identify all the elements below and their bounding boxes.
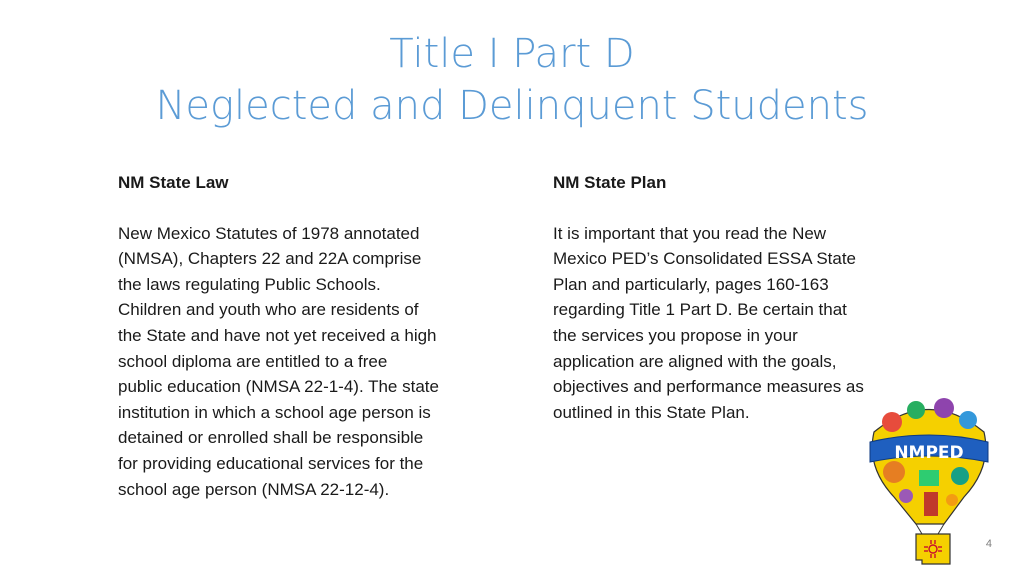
left-column [118,170,493,502]
slide-title [0,28,1024,132]
left-column-heading: NM State Law [118,173,229,192]
title-line-1: Title I Part D [389,31,635,77]
right-column-heading: NM State Plan [553,173,667,192]
left-column-body: New Mexico Statutes of 1978 annotated (NMSA), Chapters 22 and 22A comprise the laws regulating Public Schools. Children and youth who are residents of the State and have not yet received a high school diploma are entitled to a free public education (NMSA 22-1-4). The state institution in which a school age person is detained or enrolled shall be responsible for providing educational services for the school age person (NMSA 22-12-4). [118,223,439,499]
slide-number: 4 [985,538,992,550]
title-line-2: Neglected and Delinquent Students [155,83,869,129]
right-column [553,170,913,425]
logo-text: NMPED [894,443,964,463]
right-column-body: It is important that you read the New Mexico PED’s Consolidated ESSA State Plan and particularly, pages 160-163 regarding Title 1 Part D. Be certain that the services you propose in your application are aligned with the goals, objectives and performance measures as outlined in this State Plan. [553,223,864,422]
nmped-balloon-logo [864,392,994,570]
